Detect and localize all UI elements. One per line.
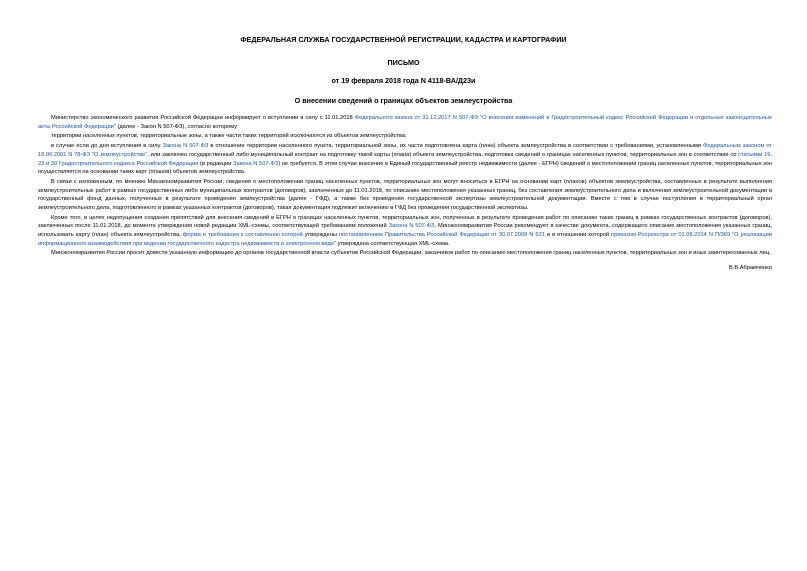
paragraph-recommendation: Кроме того, в целях недопущения создания препятствий для внесения сведений в ЕГРН о границах населенных пунктов, территориальных зон, полученных в результате проведения работ по описанию таких границ в рамках государственных контрактов (договоров), заключенных после 11.01.2018, до момента утверждения новой редакции XML-схемы, соответствующей требованиям положений Закона N 507-ФЗ, Минэкономразвития России рекомендует в качестве документа, содержащего описание местоположения указанных границ, использовать карту (план) объекта землеустройства, форма и требования к составлению которой утверждены постановлением Правительства Российской Федерации от 30.07.2009 N 621 и в отношении которой приказом Росреестра от 01.08.2014 N П/369 "О реализации информационного взаимодействия при ведении государственного кадастра недвижимости в электронном виде" утверждена соответствующая XML-схема. (38, 214, 772, 247)
paragraph-conclusion: В связи с изложенным, по мнению Минэкономразвития России, сведения о местоположении границ населенных пунктов, территориальных зон могут вноситься в ЕГРН на основании карт (планов) объектов землеустройства, составленных в результате выполнения землеустроительных работ в рамках государственных либо муниципальных контрактов (договоров), заключенных до 11.01.2018, по описанию местоположения указанных границ, без составления землеустроительного дела и включения землеустроительной документации в государственный фонд данных, полученных в результате проведения землеустройства (далее - ГФД), а также без проведения государственной экспертизы землеустроительной документации. Вместе с тем в случае поступления в территориальный орган землеустроительного дела, подготовленного в рамках указанных контрактов (договоров), такая документация подлежит включению в ГФД без проведения государственной экспертизы. (38, 179, 772, 211)
paragraph-intro: Министерство экономического развития Российской Федерации информирует о вступлении в силу с 11.01.2018 Федерального закона от 31.12.2017 N 507-ФЗ "О внесении изменений в Градостроительный кодекс Российской Федерации и отдельные законодательные акты Российской Федерации" (далее - Закон N 507-ФЗ), согласно которому: (38, 115, 772, 130)
link-law-507-edition[interactable]: Закона N 507-ФЗ (233, 160, 279, 167)
link-federal-law-507[interactable]: Федерального закона от 31.12.2017 N 507-ФЗ "О внесении изменений в Градостроительный кодекс Российской Федерации и отдельные законодательные акты Российской Федерации" (38, 115, 772, 130)
link-law-507[interactable]: Закона N 507-ФЗ (162, 143, 209, 150)
signature: В.В.Абрамченко (728, 264, 772, 271)
document-title: О внесении сведений о границах объектов землеустройства (294, 96, 513, 105)
link-rosreestr-order-369[interactable]: приказом Росреестра от 01.08.2014 N П/369 "О реализации информационного взаимодействия при ведении государственного кадастра недвижимости в электронном виде" (38, 231, 772, 247)
paragraph-request: Минэкономразвития России просит довести указанную информацию до органов государственной власти субъектов Российской Федерации, заказчиков работ по описанию местоположения границ населенных пунктов, территориальных зон и иных заинтересованных лиц. (51, 250, 771, 257)
document-date-number: от 19 февраля 2018 года N 4118-ВА/Д23и (331, 76, 476, 85)
link-form-requirements[interactable]: форма и требования к составлению которой (182, 231, 303, 238)
link-grad-code-articles[interactable]: статьями 19, 23 и 30 Градостроительного кодекса Российской Федерации (38, 151, 772, 167)
link-law-78[interactable]: Федеральным законом от 18.06.2001 N 78-ФЗ "О землеустройстве" (38, 143, 772, 158)
document-body (38, 114, 772, 274)
link-government-decree-621[interactable]: постановлением Правительства Российской Федерации от 30.07.2009 N 621 (338, 231, 545, 238)
link-law-507-provisions[interactable]: Закона N 507-ФЗ (388, 223, 435, 230)
paragraph-exclusion: территории населенных пунктов, территориальные зоны, а также части таких территорий исключаются из объектов землеустройства; (51, 133, 407, 140)
paragraph-transition: в случае если до дня вступления в силу Закона N 507-ФЗ в отношении территории населенного пункта, территориальной зоны, их части подготовлена карта (план) объекта землеустройства в соответствии с требованиями, установленными Федеральным законом от 18.06.2001 N 78-ФЗ "О землеустройстве", или заключен государственный либо муниципальный контракт на подготовку такой карты (плана) объекта землеустройства, подготовка сведений о границах населенных пунктов, территориальных зон в соответствии со статьями 19, 23 и 30 Градостроительного кодекса Российской Федерации (в редакции Закона N 507-ФЗ) не требуется. В этом случае внесение в Единый государственный реестр недвижимости (далее - ЕГРН) сведений о местоположении границ населенных пунктов, территориальных зон осуществляется на основании таких карт (планов) объектов землеустройства. (38, 143, 772, 176)
agency-name: ФЕДЕРАЛЬНАЯ СЛУЖБА ГОСУДАРСТВЕННОЙ РЕГИСТРАЦИИ, КАДАСТРА И КАРТОГРАФИИ (240, 35, 567, 44)
document-type: ПИСЬМО (387, 58, 420, 67)
